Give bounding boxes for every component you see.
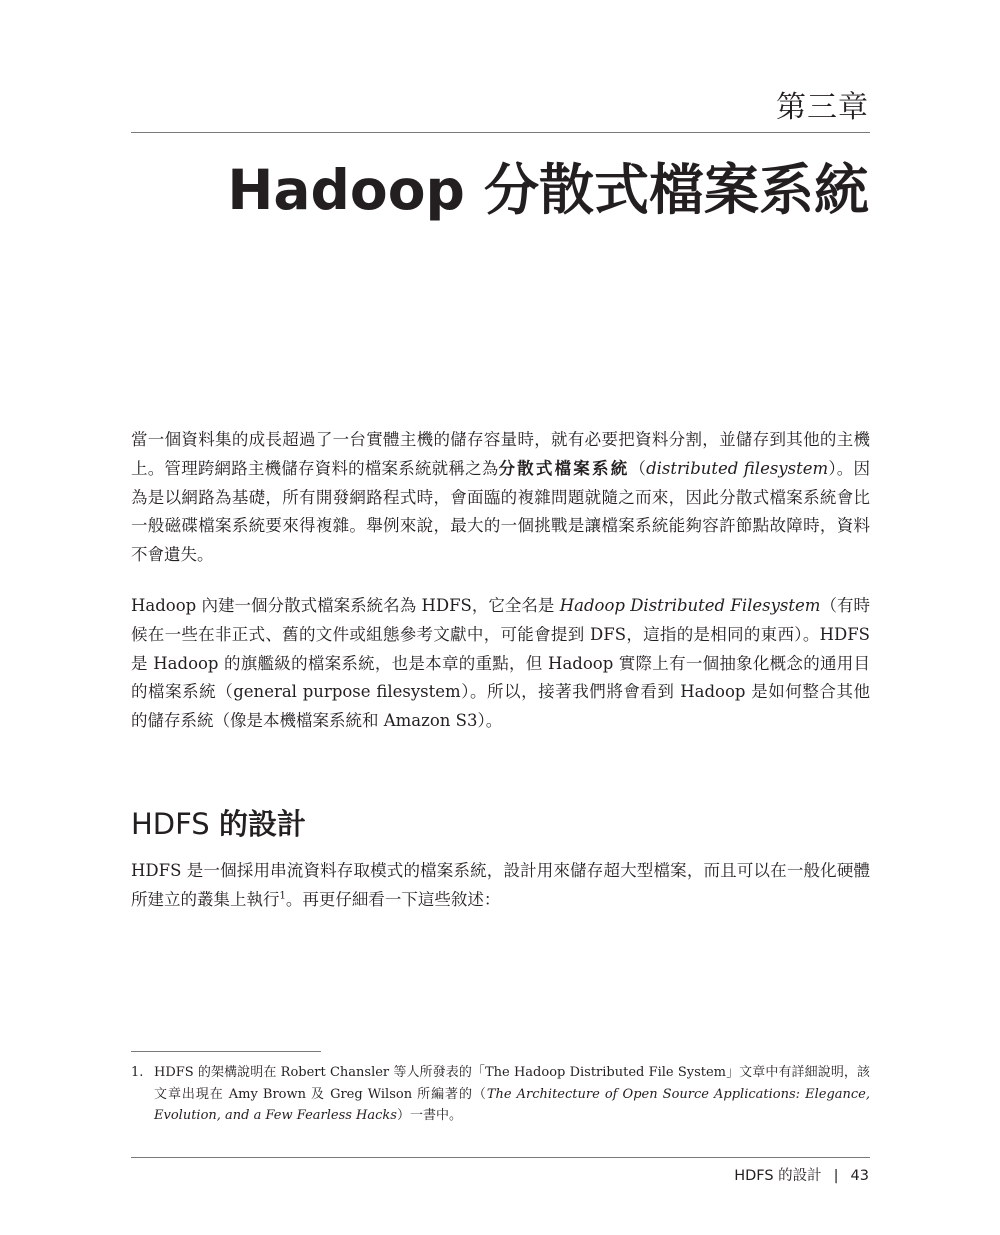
book-title: The Architecture of Open Source Applications: Elegance, Evolution, and a Few Fearless Hacks	[154, 1086, 870, 1123]
intro-paragraph-1	[131, 426, 870, 570]
running-footer	[734, 1164, 869, 1188]
key-term: 分散式檔案系統	[498, 458, 630, 478]
section-heading	[131, 804, 306, 844]
paragraph-text: （有時候在一些在非正式、舊的文件或組態參考文獻中，可能會提到 DFS，這指的是相同的東西）。HDFS 是 Hadoop 的旗艦級的檔案系統，也是本章的重點，但 Hadoop 實際上有一個抽象化概念的通用目的檔案系統（general purpose filesystem）。所以，接著我們將會看到 Hadoop 是如何整合其他的儲存系統（像是本機檔案系統和 Amazon S3）。	[131, 596, 871, 731]
section-heading-latin: HDFS	[131, 807, 219, 841]
footer-section-title: HDFS 的設計	[734, 1168, 822, 1184]
footnote-text: ）一書中。	[396, 1108, 462, 1123]
chapter-rule	[131, 132, 870, 133]
paragraph-text: ）。因為是以網路為基礎，所有開發網路程式時，會面臨的複雜問題就隨之而來，因此分散式檔案系統會比一般磁碟檔案系統要來得複雜。舉例來說，最大的一個挑戰是讓檔案系統能夠容許節點故障時，資料不會遺失。	[131, 458, 870, 565]
paragraph-text: （	[629, 458, 647, 478]
footnote	[131, 1062, 870, 1127]
hdfs-full-name: Hadoop Distributed Filesystem	[559, 596, 821, 615]
intro-paragraph-2	[131, 592, 870, 736]
key-term-english: distributed filesystem	[646, 458, 829, 478]
paragraph-text: 當一個資料集的成長超過了一台實體主機的儲存容量時，就有必要把資料分割，並儲存到其他的主機上。管理跨網路主機儲存資料的檔案系統就稱之為	[131, 430, 870, 478]
section-paragraph	[131, 857, 870, 915]
page-number: 43	[850, 1168, 869, 1184]
chapter-title: Hadoop 分散式檔案系統	[227, 158, 869, 222]
paragraph-text: 。再更仔細看一下這些敘述：	[285, 889, 501, 909]
chapter-label: 第三章	[776, 90, 869, 125]
section-heading-cjk: 的設計	[218, 807, 306, 841]
footnote-number: 1.	[131, 1065, 144, 1080]
footnote-text: HDFS 的架構說明在 Robert Chansler 等人所發表的「The Hadoop Distributed File System」文章中有詳細說明，該文章出現在 Amy Brown 及 Greg Wilson 所編著的（	[154, 1065, 870, 1102]
footer-separator: |	[833, 1168, 839, 1184]
footnote-reference[interactable]: 1	[279, 890, 286, 902]
paragraph-text: Hadoop 內建一個分散式檔案系統名為 HDFS，它全名是	[131, 596, 560, 615]
footnote-rule	[131, 1051, 321, 1052]
paragraph-text: HDFS 是一個採用串流資料存取模式的檔案系統，設計用來儲存超大型檔案，而且可以在一般化硬體所建立的叢集上執行	[131, 861, 870, 909]
footer-rule	[131, 1157, 870, 1158]
